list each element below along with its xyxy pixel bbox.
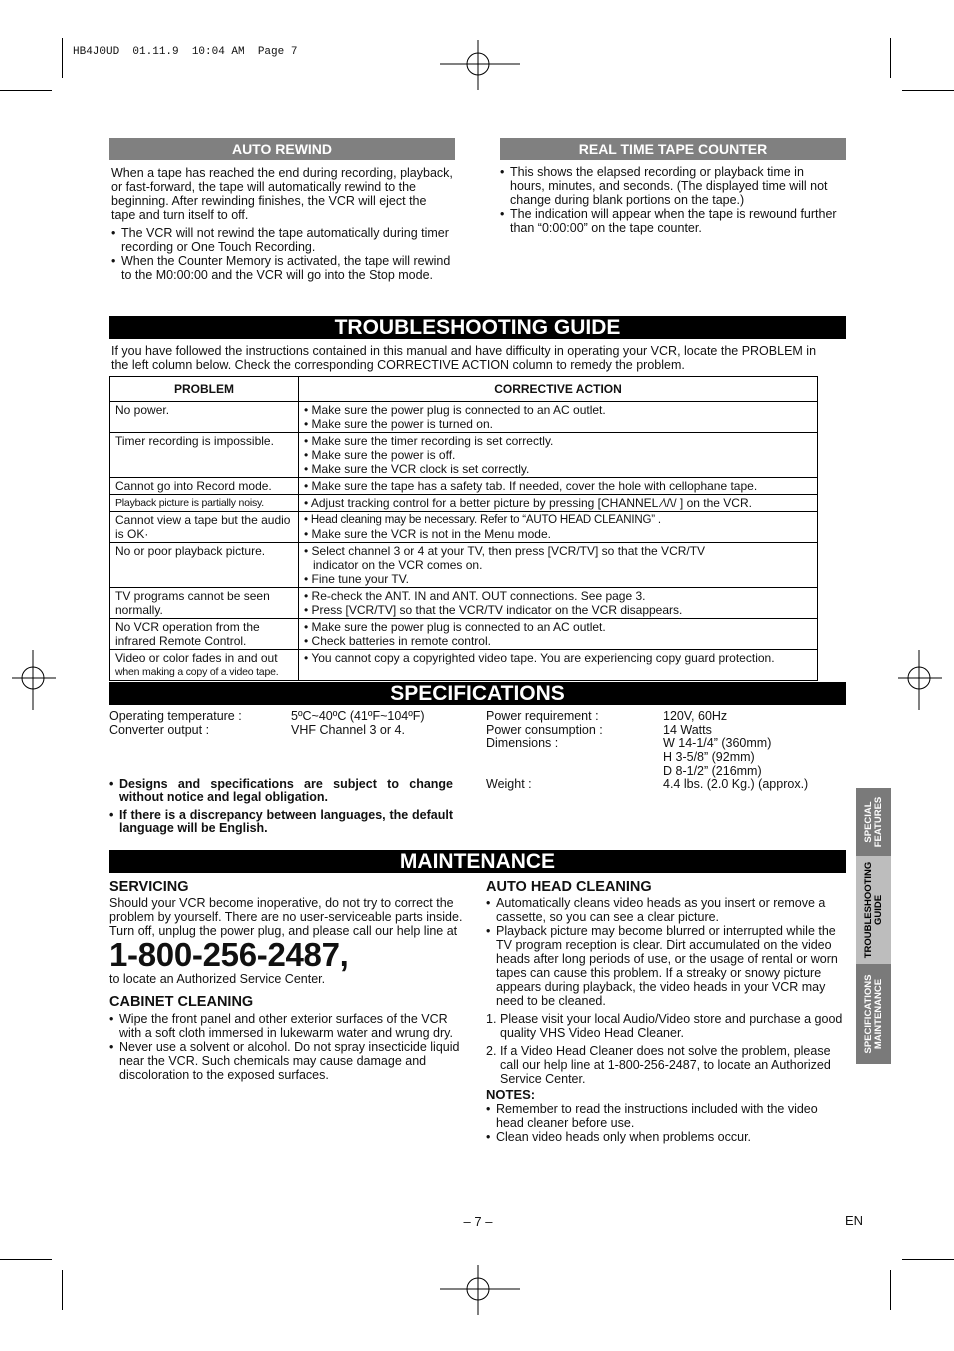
action-line: • Fine tune your TV. [304,572,409,586]
problem-cell: No VCR operation from the infrared Remote Control. [110,619,299,650]
registration-mark-bottom [440,1265,520,1315]
spec-power-req-value: 120V, 60Hz [663,709,728,723]
cabinet-bullet: • Wipe the front panel and other exterior surfaces of the VCR with a soft cloth immersed in lukewarm water and wrung dry. [109,1012,471,1040]
action-line: • Make sure the VCR clock is set correctly. [304,462,530,476]
tape-counter-bullet: • The indication will appear when the tape is rewound further than “0:00:00” on the tape counter. [500,207,840,235]
auto-rewind-bullet: • The VCR will not rewind the tape automatically during timer recording or One Touch Recording. [111,226,453,254]
table-header-row [110,377,818,402]
action-line: • Head cleaning may be necessary. Refer to “AUTO HEAD CLEANING” . [304,514,661,526]
table-row [110,402,818,433]
head-step [486,1044,846,1086]
table-row [110,588,818,619]
notes-title: NOTES: [486,1087,536,1102]
specifications-header: SPECIFICATIONS [109,682,846,705]
problem-cell [110,650,299,681]
action-line: • You cannot copy a copyrighted video tape. You are experiencing copy guard protection. [304,651,775,665]
troubleshooting-header: TROUBLESHOOTING GUIDE [109,316,846,339]
auto-rewind-intro: When a tape has reached the end during recording, playback, or fast-forward, the tape will automatically rewind to the beginning. After rewinding finishes, the VCR will eject the tape and turn itself to off. [111,166,453,222]
tape-counter-section [500,165,840,235]
auto-rewind-section [111,166,453,282]
servicing-section [109,879,471,1082]
table-row [110,619,818,650]
troubleshooting-intro: If you have followed the instructions contained in this manual and have difficulty in operating your VCR, locate the PROBLEM in the left column below. Check the corresponding CORRECTIVE ACTION column to remedy the problem. [111,344,817,372]
step-number: 1. [486,1012,497,1026]
problem-cell: Cannot view a tape but the audio is OK· [110,512,299,543]
tab-label: GUIDE [872,894,884,926]
spec-dimensions-label: Dimensions : [486,736,559,750]
language-code: EN [845,1213,864,1228]
spec-notes [109,778,453,835]
col-corrective-action: CORRECTIVE ACTION [299,377,818,402]
auto-head-cleaning-section [486,879,846,1144]
problem-cell: Cannot go into Record mode. [110,478,299,495]
col-problem: PROBLEM [110,377,299,402]
action-line: • Check batteries in remote control. [304,634,491,648]
spec-weight-label: Weight : [486,777,532,791]
auto-rewind-header: AUTO REWIND [109,138,455,160]
action-line: • Make sure the VCR is not in the Menu mode. [304,527,551,541]
tab-label: TROUBLESHOOTING [862,861,874,959]
action-line: • Re-check the ANT. IN and ANT. OUT connections. See page 3. [304,589,646,603]
registration-mark-right [898,650,942,710]
table-row [110,495,818,512]
spec-power-cons-label: Power consumption : [486,723,603,737]
page-number: – 7 – [463,1214,493,1229]
table-row [110,433,818,478]
problem-cell: Timer recording is impossible. [110,433,299,478]
problem-cell: Playback picture is partially noisy. [110,495,299,512]
spec-power-req-label: Power requirement : [486,709,599,723]
action-line: • Select channel 3 or 4 at your TV, then press [VCR/TV] so that the VCR/TV [304,544,706,558]
tape-counter-header: REAL TIME TAPE COUNTER [500,138,846,160]
tab-label: SPECIFICATIONS [862,974,874,1054]
spec-operating-temp-label: Operating temperature : [109,709,242,723]
table-row [110,543,818,588]
problem-line: Video or color fades in and out [115,651,278,665]
head-bullet: • Playback picture may become blurred or interrupted while the TV program reception is clear. Dirt accumulated on the video heads after long periods of use, or the usage of rental or worn tapes can cause this problem. If a streaky or snowy picture appears during playback, the video heads in your VCR may need to be cleaned. [486,924,846,1008]
tape-counter-bullet: • This shows the elapsed recording or playback time in hours, minutes, and seconds. (The displayed time will not change during blank portions on the tape.) [500,165,840,207]
maintenance-header: MAINTENANCE [109,850,846,873]
head-bullet: • Automatically cleans video heads as you insert or remove a cassette, so you can see a clear picture. [486,896,846,924]
spec-dimensions-d: D 8-1/2” (216mm) [663,764,762,778]
notes-bullet: • Clean video heads only when problems occur. [486,1130,846,1144]
notes-bullet: • Remember to read the instructions included with the video head cleaner before use. [486,1102,846,1130]
spec-power-cons-value: 14 Watts [663,723,712,737]
table-row [110,650,818,681]
spec-converter-label: Converter output : [109,723,210,737]
cabinet-bullet: • Never use a solvent or alcohol. Do not spray insecticide liquid near the VCR. Such chemicals may cause damage and discoloration to the exposed surfaces. [109,1040,471,1082]
auto-rewind-bullet: • When the Counter Memory is activated, the tape will rewind to the M0:00:00 and the VCR will go into the Stop mode. [111,254,453,282]
action-line: • Make sure the power plug is connected to an AC outlet. [304,620,606,634]
action-cell [299,512,818,543]
problem-cell: TV programs cannot be seen normally. [110,588,299,619]
action-line: • Adjust tracking control for a better picture by pressing [CHANNEL ⁄\/\/ ] on the VCR. [304,496,752,510]
spec-dimensions-w: W 14-1/4” (360mm) [663,736,772,750]
table-row [110,512,818,543]
head-step [486,1012,846,1040]
spec-weight-value: 4.4 lbs. (2.0 Kg.) (approx.) [663,777,809,791]
registration-mark-left [12,650,56,710]
action-line: • Make sure the power plug is connected to an AC outlet. [304,403,606,417]
step-text: If a Video Head Cleaner does not solve the problem, please call our help line at 1-800-256-2487, to locate an Authorized Service Center. [500,1044,831,1086]
spec-note: • If there is a discrepancy between languages, the default language will be English. [109,809,453,835]
step-text: Please visit your local Audio/Video store and purchase a good quality VHS Video Head Cleaner. [500,1012,843,1040]
action-cell [299,433,818,478]
action-line: • Make sure the timer recording is set correctly. [304,434,554,448]
action-line: • Make sure the power is off. [304,448,456,462]
spec-converter-value: VHF Channel 3 or 4. [291,723,405,737]
servicing-text: Should your VCR become inoperative, do not try to correct the problem by yourself. There are no user-serviceable parts inside. Turn off, unplug the power plug, and please call our help line at [109,896,463,938]
tab-label: FEATURES [872,796,884,848]
spec-dimensions-h: H 3-5/8” (92mm) [663,750,755,764]
problem-line: when making a copy of a video tape. [115,666,279,678]
side-tab-troubleshooting [856,856,891,964]
action-cell [299,402,818,433]
cabinet-cleaning-title: CABINET CLEANING [109,994,254,1010]
problem-cell: No power. [110,402,299,433]
tab-label: SPECIAL [862,801,874,843]
problem-cell: No or poor playback picture. [110,543,299,588]
action-cell [299,543,818,588]
spec-operating-temp-value: 5ºC~40ºC (41ºF~104ºF) [291,709,425,723]
action-line: indicator on the VCR comes on. [313,558,483,572]
servicing-title: SERVICING [109,879,189,895]
action-line: • Make sure the tape has a safety tab. If needed, cover the hole with cellophane tape. [304,479,758,493]
step-number: 2. [486,1044,497,1058]
auto-head-cleaning-title: AUTO HEAD CLEANING [486,879,652,895]
action-line: • Press [VCR/TV] so that the VCR/TV indicator on the VCR disappears. [304,603,683,617]
action-cell [299,588,818,619]
troubleshooting-table [109,376,818,681]
action-cell [299,495,818,512]
action-cell [299,619,818,650]
spec-note: • Designs and specifications are subject to change without notice and legal obligation. [109,778,453,804]
side-tab-specifications [856,964,891,1064]
action-cell [299,650,818,681]
tab-label: MAINTENANCE [872,978,884,1050]
help-phone-number: 1-800-256-2487, [109,936,349,973]
side-tab-special-features [856,788,891,856]
action-cell [299,478,818,495]
servicing-after: to locate an Authorized Service Center. [109,972,326,986]
print-header: HB4J0UD 01.11.9 10:04 AM Page 7 [73,46,298,58]
action-line: • Make sure the power is turned on. [304,417,493,431]
table-row [110,478,818,495]
registration-mark-top [440,40,520,90]
